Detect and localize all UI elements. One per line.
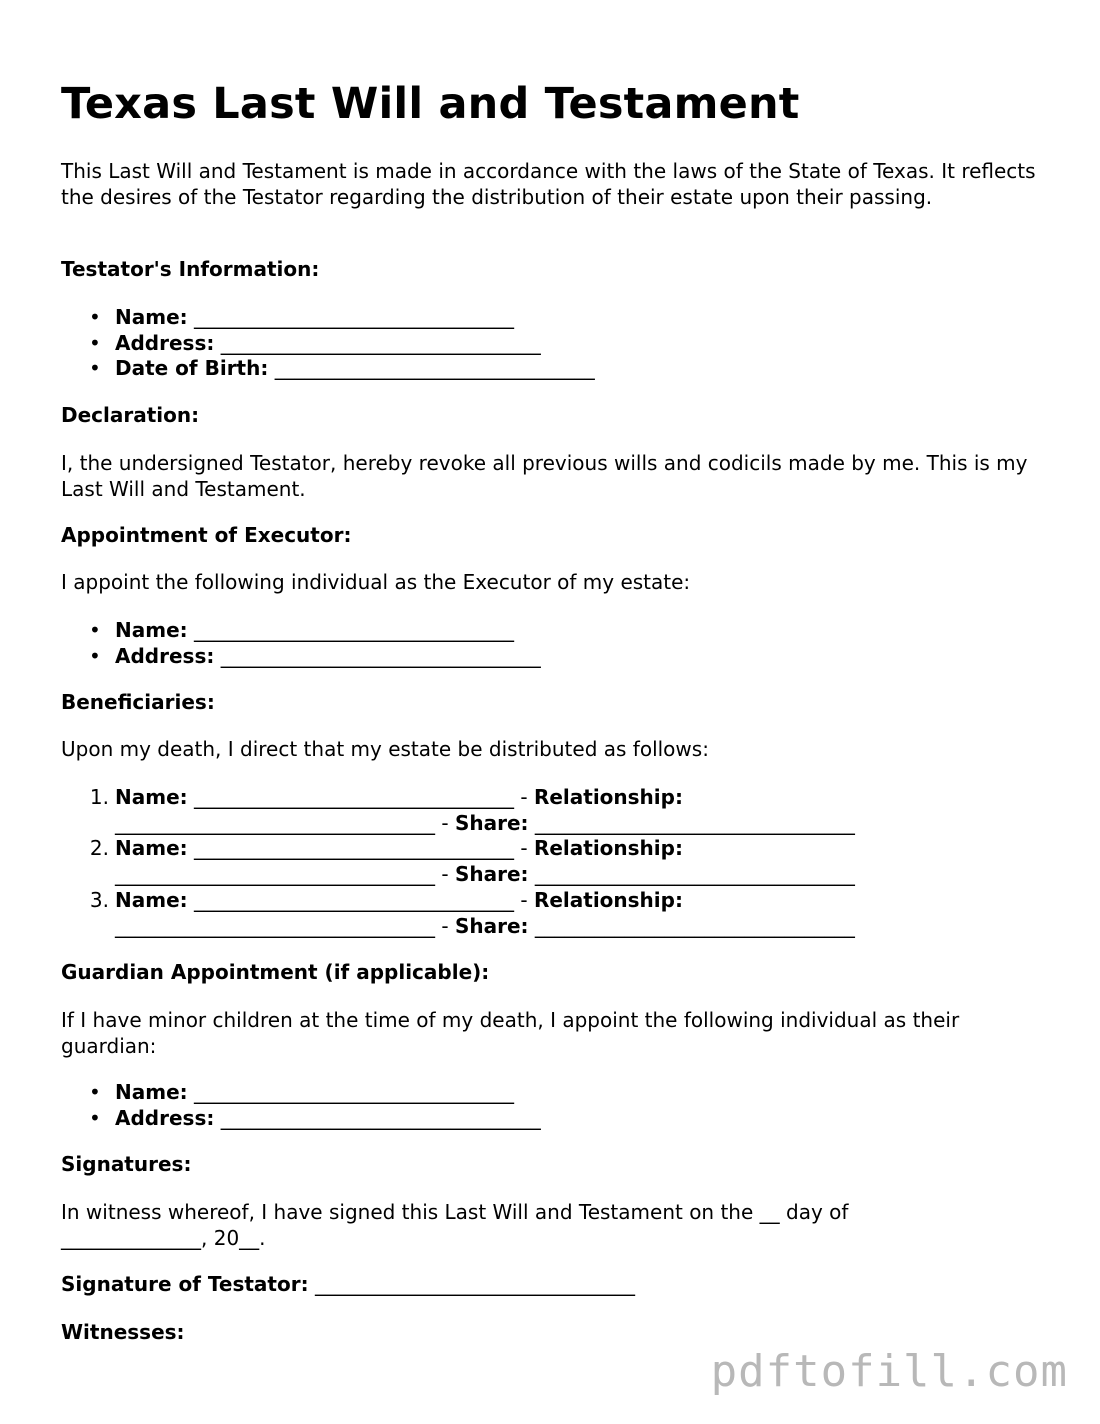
declaration-text: I, the undersigned Testator, hereby revoke all previous wills and codicils made by me. This is my Last Will and Testament. xyxy=(61,451,1028,501)
address-blank[interactable]: ________________________________ xyxy=(220,330,541,355)
bullet-icon: • xyxy=(89,1105,101,1130)
share-blank[interactable]: ________________________________ xyxy=(534,913,855,938)
watermark-logo: pdftofill.com xyxy=(710,1346,1068,1397)
signature-blank[interactable]: ________________________________ xyxy=(314,1272,635,1296)
testator-signature-line: Signature of Testator: ________________________________ xyxy=(61,1272,635,1296)
name-blank[interactable]: ________________________________ xyxy=(194,785,514,809)
share-blank[interactable]: ________________________________ xyxy=(534,862,855,887)
beneficiaries-text: Upon my death, I direct that my estate be distributed as follows: xyxy=(61,737,709,761)
guardian-name-field: • Name: ________________________________ xyxy=(89,1080,514,1104)
testator-name-field: • Name: ________________________________ xyxy=(89,305,514,329)
bullet-icon: • xyxy=(89,618,101,642)
witnesses-heading: Witnesses: xyxy=(61,1320,185,1344)
signatures-text: In witness whereof, I have signed this Last Will and Testament on the __ day of ______________, 20__. xyxy=(61,1200,849,1250)
relationship-blank[interactable]: ________________________________ xyxy=(115,913,435,938)
executor-fields xyxy=(61,618,541,669)
document-title: Texas Last Will and Testament xyxy=(61,79,800,129)
guardian-text: If I have minor children at the time of my death, I appoint the following individual as their guardian: xyxy=(61,1008,960,1058)
executor-address-field: • Address: ________________________________ xyxy=(89,643,541,668)
bullet-icon: • xyxy=(89,1080,101,1104)
guardian-address-field: • Address: ________________________________ xyxy=(89,1105,541,1130)
share-blank[interactable]: ________________________________ xyxy=(534,810,855,835)
declaration-heading: Declaration: xyxy=(61,403,200,427)
name-blank[interactable]: ________________________________ xyxy=(194,887,514,912)
bullet-icon: • xyxy=(89,305,101,329)
bullet-icon: • xyxy=(89,643,101,668)
executor-name-field: • Name: ________________________________ xyxy=(89,618,514,642)
beneficiaries-heading: Beneficiaries: xyxy=(61,690,215,714)
beneficiary-item: 1. Name: ________________________________ - Relationship: ________________________________ - Share: ________________________________ xyxy=(89,785,855,835)
signatures-heading: Signatures: xyxy=(61,1152,192,1176)
executor-heading: Appointment of Executor: xyxy=(61,523,352,547)
dob-blank[interactable]: ________________________________ xyxy=(274,356,595,381)
intro-paragraph: This Last Will and Testament is made in accordance with the laws of the State of Texas. It reflects the desires of the Testator regarding the distribution of their estate upon their passing. xyxy=(61,159,1036,209)
beneficiary-item: 2. Name: ________________________________ - Relationship: ________________________________ - Share: ________________________________ xyxy=(89,836,855,887)
beneficiary-item: 3. Name: ________________________________ - Relationship: ________________________________ - Share: ________________________________ xyxy=(89,887,855,938)
beneficiaries-list xyxy=(61,785,855,939)
relationship-blank[interactable]: ________________________________ xyxy=(115,862,435,887)
testator-dob-field: • Date of Birth: ________________________________ xyxy=(89,356,595,381)
testator-address-field: • Address: ________________________________ xyxy=(89,330,541,355)
executor-text: I appoint the following individual as the Executor of my estate: xyxy=(61,570,691,594)
bullet-icon: • xyxy=(89,356,101,381)
address-blank[interactable]: ________________________________ xyxy=(220,1105,541,1130)
bullet-icon: • xyxy=(89,330,101,355)
testator-fields xyxy=(61,305,595,382)
name-blank[interactable]: ________________________________ xyxy=(194,305,514,329)
name-blank[interactable]: ________________________________ xyxy=(194,618,514,642)
guardian-heading: Guardian Appointment (if applicable): xyxy=(61,960,490,984)
address-blank[interactable]: ________________________________ xyxy=(220,643,541,668)
guardian-fields xyxy=(61,1080,541,1131)
testator-heading: Testator's Information: xyxy=(61,257,320,281)
name-blank[interactable]: ________________________________ xyxy=(194,1080,514,1104)
relationship-blank[interactable]: ________________________________ xyxy=(115,810,435,835)
name-blank[interactable]: ________________________________ xyxy=(194,836,514,861)
